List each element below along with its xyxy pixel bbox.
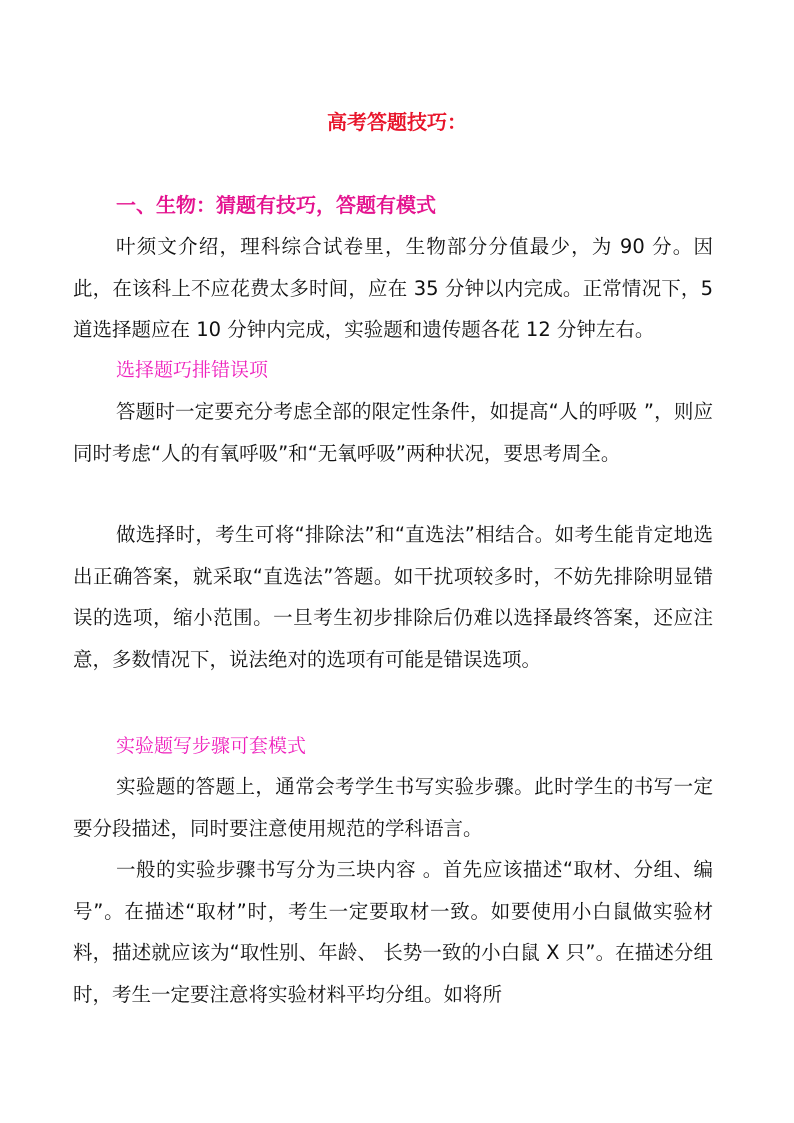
experiment-paragraph-2: 一般的实验步骤书写分为三块内容 。首先应该描述“取材、分组、编号”。在描述“取材”时，考生一定要取材一致。如要使用小白鼠做实验材料，描述就应该为“取性别、年龄、 长势一致的小白鼠 X 只”。在描述分组时，考生一定要注意将实验材料平均分组。如将所 — [73, 858, 713, 1006]
choice-paragraph-2: 做选择时，考生可将“排除法”和“直选法”相结合。如考生能肯定地选出正确答案，就采取“直选法”答题。如干扰项较多时，不妨先排除明显错误的选项，缩小范围。一旦考生初步排除后仍难以选择最终答案，还应注意，多数情况下，说法绝对的选项有可能是错误选项。 — [73, 523, 713, 671]
section-heading-biology: 一、生物：猜题有技巧，答题有模式 — [116, 193, 436, 217]
document-title: 高考答题技巧： — [327, 110, 467, 134]
intro-paragraph: 叶须文介绍，理科综合试卷里，生物部分分值最少，为 90 分。因此，在该科上不应花费太多时间，应在 35 分钟以内完成。正常情况下，5 道选择题应在 10 分钟内完成，实验题和遗传题各花 12 分钟左右。 — [73, 235, 713, 341]
experiment-paragraph-1: 实验题的答题上，通常会考学生书写实验步骤。此时学生的书写一定要分段描述，同时要注意使用规范的学科语言。 — [73, 775, 713, 840]
choice-paragraph-1: 答题时一定要充分考虑全部的限定性条件，如提高“人的呼吸 ”，则应同时考虑“人的有氧呼吸”和“无氧呼吸”两种状况，要思考周全。 — [73, 400, 713, 465]
subheading-choice-questions: 选择题巧排错误项 — [116, 359, 269, 381]
subheading-experiment-questions: 实验题写步骤可套模式 — [116, 735, 307, 757]
